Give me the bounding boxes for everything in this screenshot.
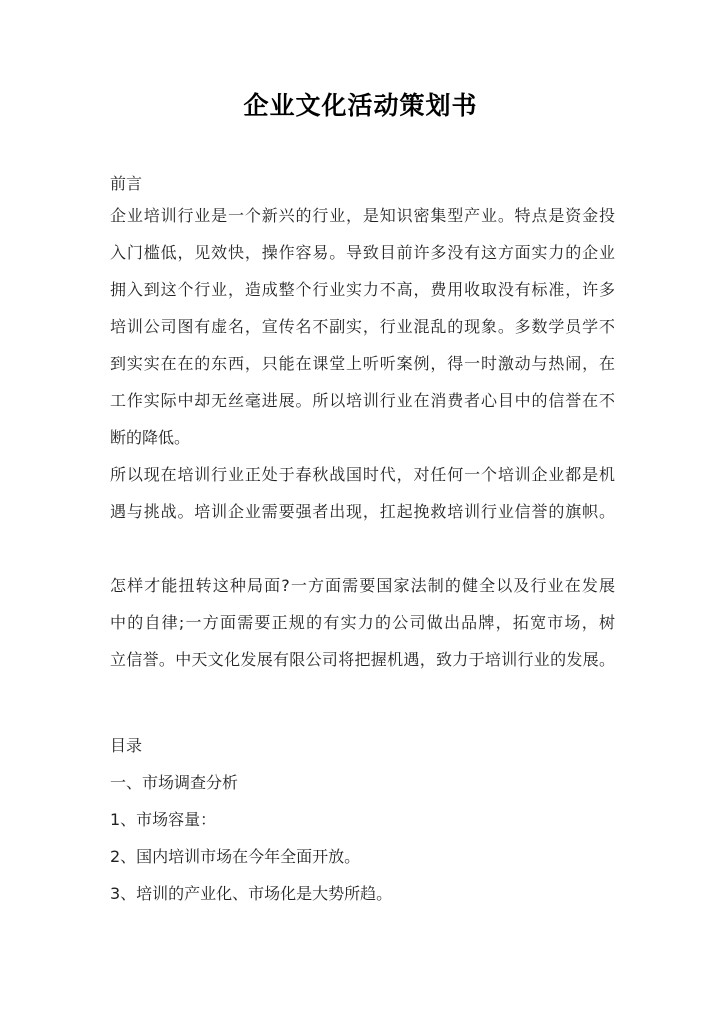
toc-item: 一、市场调查分析 <box>110 773 239 792</box>
paragraph-line: 立信誉。中天文化发展有限公司将把握机遇，致力于培训行业的发展。 <box>110 650 615 669</box>
toc-item: 3、培训的产业化、市场化是大势所趋。 <box>110 884 393 903</box>
paragraph-line: 遇与挑战。培训企业需要强者出现，扛起挽救培训行业信誉的旗帜。 <box>110 502 615 521</box>
toc-item: 1、市场容量： <box>110 810 217 829</box>
paragraph-line: 所以现在培训行业正处于春秋战国时代，对任何一个培训企业都是机 <box>110 465 615 484</box>
paragraph-line: 工作实际中却无丝毫进展。所以培训行业在消费者心目中的信誉在不 <box>110 391 615 410</box>
toc-heading: 目录 <box>110 736 143 755</box>
paragraph-line: 怎样才能扭转这种局面?一方面需要国家法制的健全以及行业在发展 <box>110 576 615 595</box>
paragraph-line: 入门槛低，见效快，操作容易。导致目前许多没有这方面实力的企业 <box>110 243 615 262</box>
paragraph-line: 中的自律;一方面需要正规的有实力的公司做出品牌，拓宽市场，树 <box>110 613 615 632</box>
paragraph-line: 到实实在在的东西，只能在课堂上听听案例，得一时激动与热闹，在 <box>110 354 615 373</box>
paragraph-line: 拥入到这个行业，造成整个行业实力不高，费用收取没有标准，许多 <box>110 280 615 299</box>
preface-heading: 前言 <box>110 174 143 193</box>
document-title: 企业文化活动策划书 <box>243 91 478 120</box>
paragraph-line: 企业培训行业是一个新兴的行业，是知识密集型产业。特点是资金投 <box>110 206 615 225</box>
paragraph-line: 断的降低。 <box>110 428 191 447</box>
toc-item: 2、国内培训市场在今年全面开放。 <box>110 847 361 866</box>
paragraph-line: 培训公司图有虚名，宣传名不副实，行业混乱的现象。多数学员学不 <box>110 317 615 336</box>
